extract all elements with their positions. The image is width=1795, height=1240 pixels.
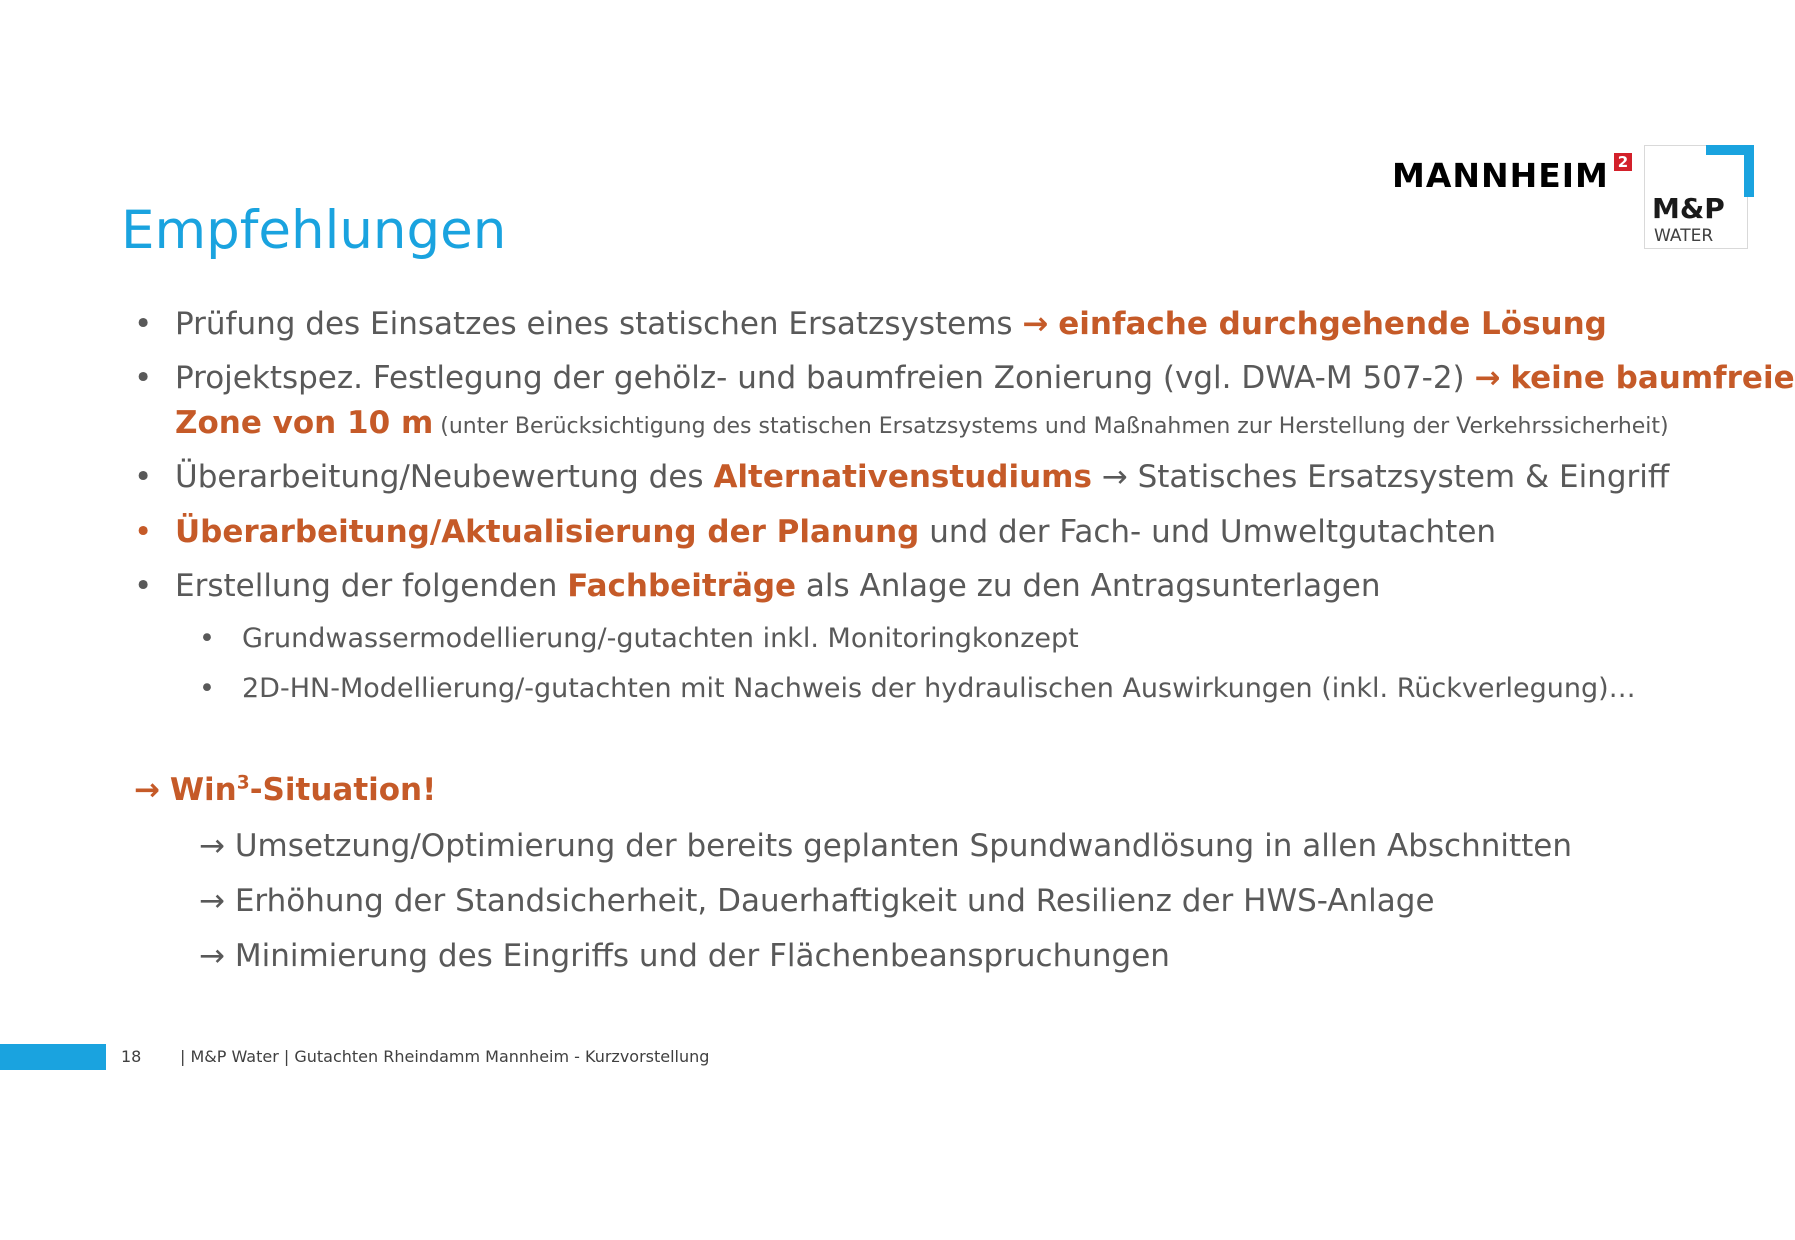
mp-logo-text: M&P <box>1652 192 1725 225</box>
outcome-item-2 <box>199 883 1435 919</box>
page-number: 18 <box>121 1047 142 1066</box>
item-highlight: einfache durchgehende Lösung <box>1058 306 1607 342</box>
page-title: Empfehlungen <box>121 200 507 261</box>
outcome-text: Minimierung des Eingriffs und der Flächenbeanspruchungen <box>234 938 1170 974</box>
mp-logo-accent-vertical <box>1744 145 1754 197</box>
bullet-item-1 <box>175 306 1607 342</box>
sub-bullet-dot: • <box>199 673 215 704</box>
arrow-icon: → <box>1474 360 1501 396</box>
outcome-text: Umsetzung/Optimierung der bereits geplanten Spundwandlösung in allen Abschnitten <box>234 828 1573 864</box>
item-text: Projektspez. Festlegung der gehölz- und baumfreien Zonierung (vgl. DWA-M 507-2) <box>175 360 1475 396</box>
item-text: Prüfung des Einsatzes eines statischen Ersatzsystems <box>175 306 1023 342</box>
conclusion-text: -Situation! <box>249 772 437 808</box>
footer-accent-bar <box>0 1044 106 1070</box>
bullet-item-3 <box>175 459 1669 495</box>
sub-item-1: Grundwassermodellierung/-gutachten inkl. Monitoringkonzept <box>242 623 1079 654</box>
item-highlight: keine baumfreie <box>1510 360 1795 396</box>
bullet-dot: • <box>134 306 153 342</box>
arrow-icon: → <box>1101 459 1128 495</box>
mannheim-logo-superscript: 2 <box>1614 153 1632 171</box>
arrow-icon: → <box>199 828 225 864</box>
mp-logo-subtext: WATER <box>1654 226 1714 246</box>
bullet-item-5 <box>175 568 1381 604</box>
arrow-icon: → <box>199 883 225 919</box>
bullet-dot: • <box>134 568 153 604</box>
bullet-item-2-continuation <box>175 405 1669 441</box>
conclusion-heading <box>134 772 436 808</box>
outcome-item-1 <box>199 828 1572 864</box>
conclusion-text: Win <box>169 772 237 808</box>
item-text: Erstellung der folgenden <box>175 568 568 604</box>
outcome-item-3 <box>199 938 1170 974</box>
sub-item-2: 2D-HN-Modellierung/-gutachten mit Nachweis der hydraulischen Auswirkungen (inkl. Rückverlegung)… <box>242 673 1636 704</box>
arrow-icon: → <box>199 938 225 974</box>
conclusion-superscript: 3 <box>236 772 250 794</box>
arrow-icon: → <box>1022 306 1049 342</box>
item-highlight: Überarbeitung/Aktualisierung der Planung <box>175 514 920 550</box>
item-note: (unter Berücksichtigung des statischen Ersatzsystems und Maßnahmen zur Herstellung der Verkehrssicherheit) <box>433 414 1669 439</box>
sub-bullet-dot: • <box>199 623 215 654</box>
item-text: Überarbeitung/Neubewertung des <box>175 459 714 495</box>
item-text: und der Fach- und Umweltgutachten <box>919 514 1497 550</box>
item-highlight: Alternativenstudiums <box>713 459 1092 495</box>
item-highlight: Fachbeiträge <box>567 568 797 604</box>
bullet-dot: • <box>134 514 153 550</box>
arrow-icon: → <box>134 772 160 808</box>
bullet-item-2 <box>175 360 1795 396</box>
item-highlight: Zone von 10 m <box>175 405 434 441</box>
bullet-item-4 <box>175 514 1496 550</box>
bullet-dot: • <box>134 360 153 396</box>
item-text: als Anlage zu den Antragsunterlagen <box>796 568 1381 604</box>
outcome-text: Erhöhung der Standsicherheit, Dauerhaftigkeit und Resilienz der HWS-Anlage <box>234 883 1435 919</box>
item-text: Statisches Ersatzsystem & Eingriff <box>1127 459 1670 495</box>
bullet-dot: • <box>134 459 153 495</box>
mannheim-logo: MANNHEIM <box>1392 156 1609 195</box>
footer-text: | M&P Water | Gutachten Rheindamm Mannheim - Kurzvorstellung <box>180 1047 710 1066</box>
